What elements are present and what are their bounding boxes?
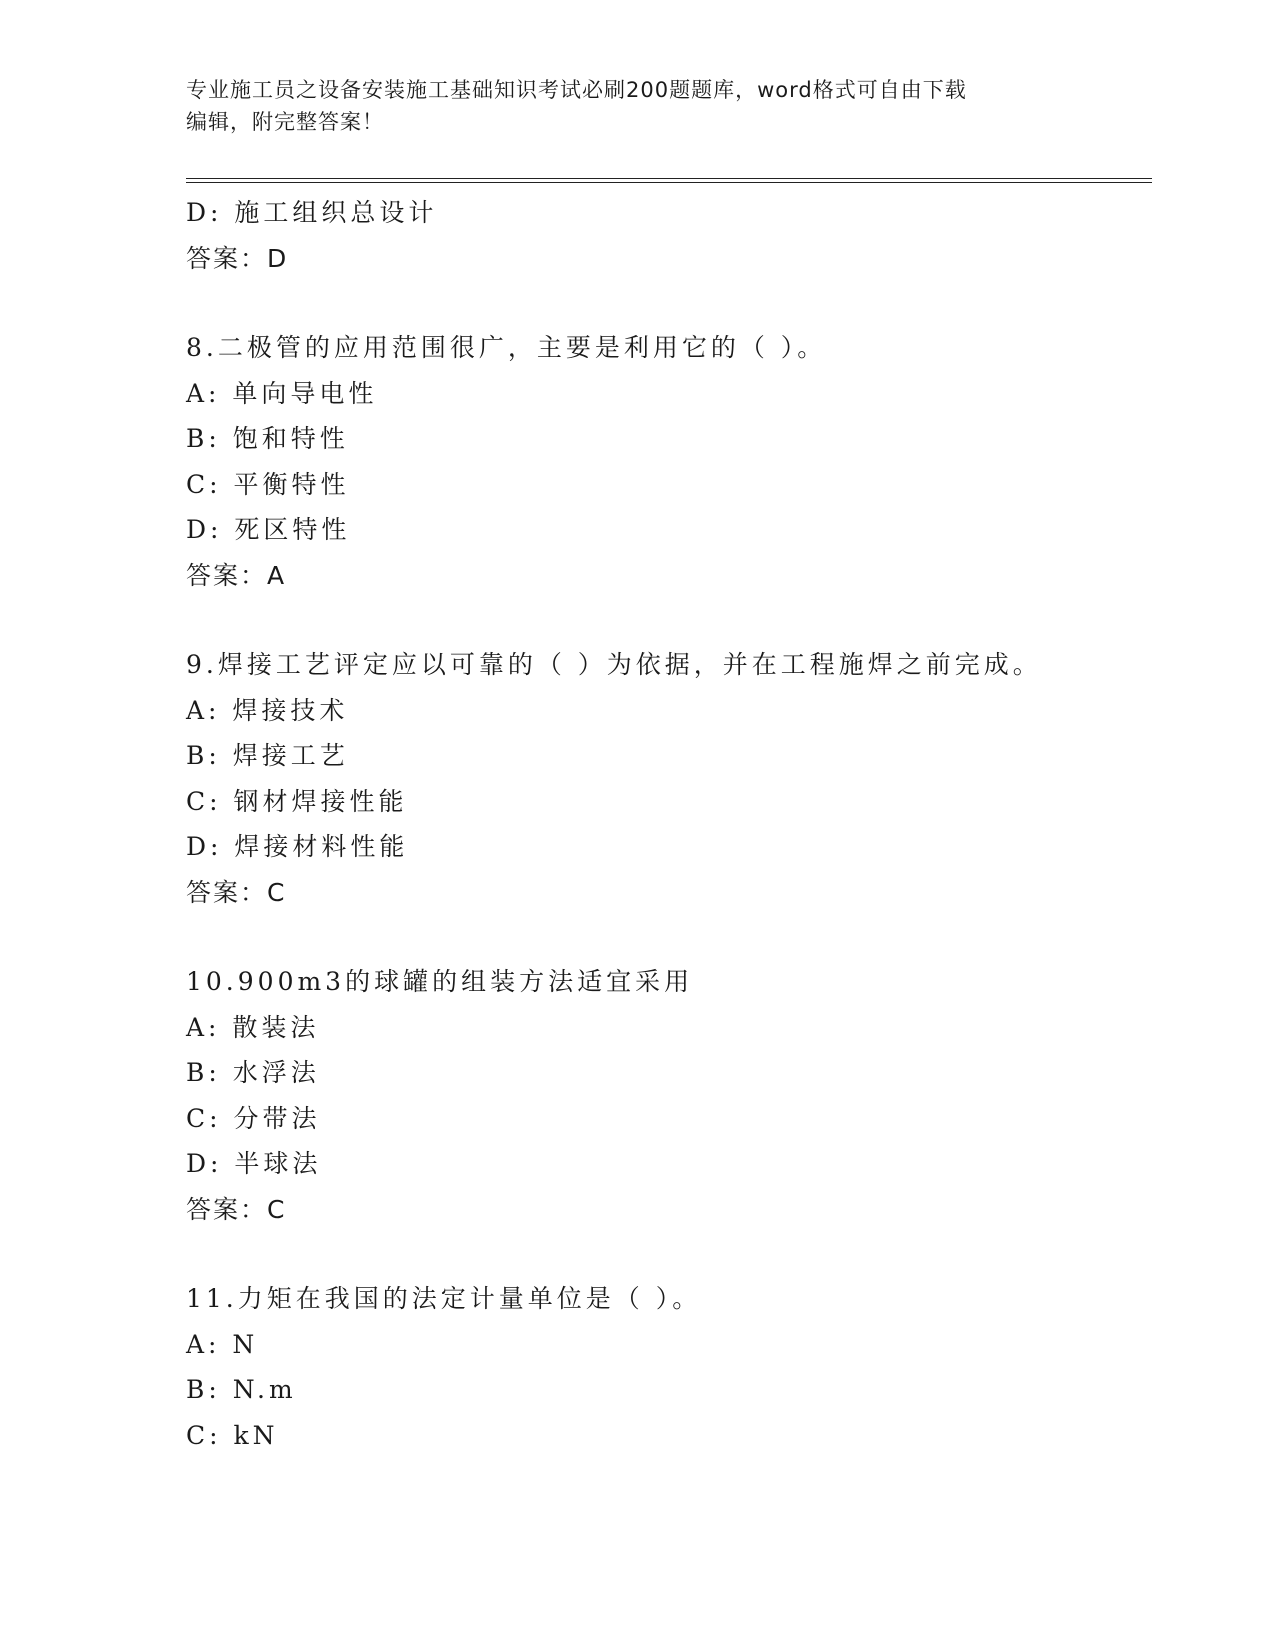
- option-b: B: 水浮法: [186, 1058, 320, 1087]
- question-stem: 10.900m3的球罐的组装方法适宜采用: [186, 967, 694, 996]
- spacer: [186, 915, 1152, 959]
- question-list: [186, 190, 1152, 1458]
- option-d: D: 半球法: [186, 1149, 322, 1178]
- option-a: A: 单向导电性: [186, 378, 378, 408]
- option-b: B: N.m: [186, 1375, 297, 1404]
- option-c: C: kN: [186, 1420, 279, 1450]
- question-stem: 9.焊接工艺评定应以可靠的（ ）为依据，并在工程施焊之前完成。: [186, 650, 1042, 679]
- option-b: B: 焊接工艺: [186, 741, 349, 770]
- question-10: [186, 959, 1152, 1232]
- answer-line: 答案：C: [186, 877, 287, 907]
- question-9: [186, 642, 1152, 915]
- spacer: [186, 598, 1152, 642]
- spacer: [186, 1232, 1152, 1276]
- question-8: [186, 325, 1152, 598]
- answer-line: 答案：C: [186, 1194, 287, 1224]
- question-stem: 11.力矩在我国的法定计量单位是（ ）。: [186, 1284, 702, 1313]
- option-c: C: 钢材焊接性能: [186, 786, 408, 816]
- header-divider: [186, 178, 1152, 183]
- option-c: C: 分带法: [186, 1103, 321, 1133]
- option-a: A: 焊接技术: [186, 695, 349, 725]
- option-a: A: N: [186, 1329, 259, 1359]
- answer-line: 答案：A: [186, 560, 287, 590]
- spacer: [186, 281, 1152, 325]
- header-title-line-2: 编辑，附完整答案！: [186, 110, 384, 134]
- option-d: D: 施工组织总设计: [186, 198, 438, 227]
- previous-question-tail: [186, 190, 1152, 281]
- option-b: B: 饱和特性: [186, 424, 349, 453]
- option-c: C: 平衡特性: [186, 469, 350, 499]
- option-d: D: 焊接材料性能: [186, 832, 409, 861]
- document-header: [186, 74, 1066, 138]
- question-stem: 8.二极管的应用范围很广，主要是利用它的（ ）。: [186, 333, 827, 362]
- question-11: [186, 1276, 1152, 1458]
- option-d: D: 死区特性: [186, 515, 351, 544]
- option-a: A: 散装法: [186, 1012, 320, 1042]
- header-title-line-1: 专业施工员之设备安装施工基础知识考试必刷200题题库，word格式可自由下载: [186, 78, 967, 102]
- answer-line: 答案：D: [186, 243, 289, 273]
